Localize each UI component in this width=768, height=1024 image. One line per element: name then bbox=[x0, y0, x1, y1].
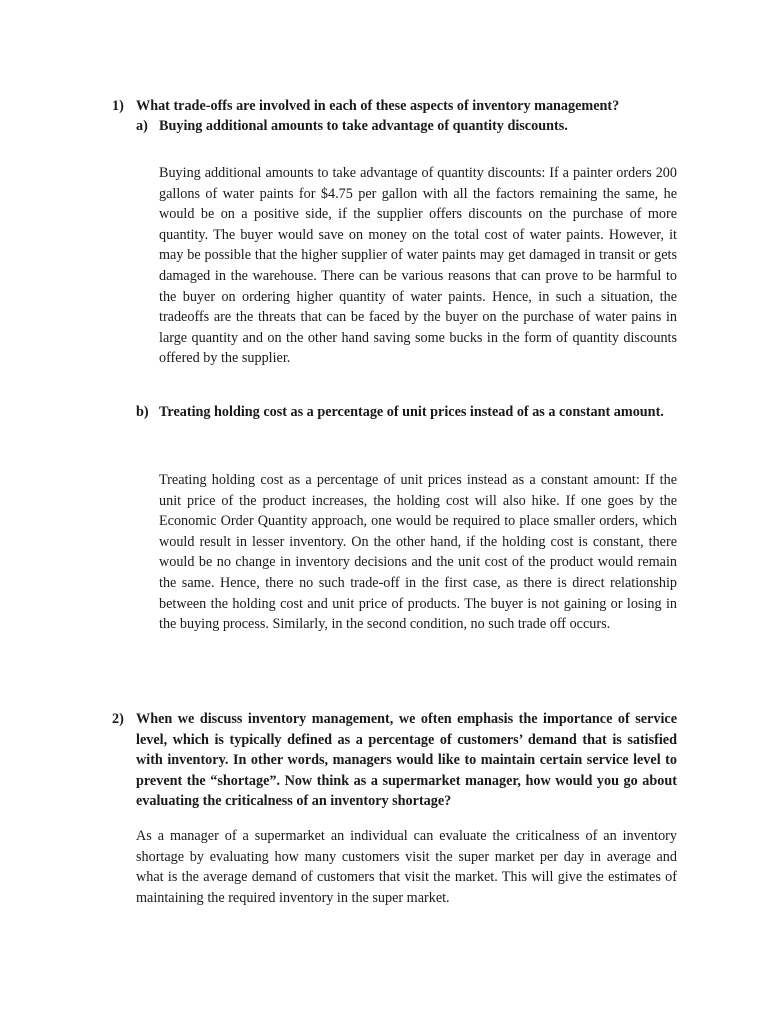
question-1-part-a bbox=[136, 116, 696, 137]
question-2-text: When we discuss inventory management, we often emphasis the importance of service level, which is typically defined as a percentage of customers’ demand that is satisfied with inventory. In other words, managers would like to maintain certain service level to prevent the “shortage”. Now think as a supermarket manager, how would you go about evaluating the criticalness of an inventory shortage? bbox=[136, 711, 677, 809]
part-a-answer: Buying additional amounts to take advantage of quantity discounts: If a painter orders 200 gallons of water paints for $4.75 per gallon with all the factors remaining the same, he would be on a positive side, if the supplier offers discounts on the purchase of more quantity. The buyer would save on money on the total cost of water paints. However, it may be possible that the higher supplier of water paints may get damaged in transit or gets damaged in the warehouse. There can be various reasons that can prove to be harmful to the buyer on ordering higher quantity of water paints. Hence, in such a situation, the tradeoffs are the threats that can be faced by the buyer on the purchase of water pains in large quantity and on the other hand saving some bucks in the form of quantity discounts offered by the supplier. bbox=[159, 165, 677, 367]
question-1-text: What trade-offs are involved in each of these aspects of inventory management? bbox=[136, 98, 620, 114]
question-2-number: 2) bbox=[112, 711, 124, 727]
question-1-number: 1) bbox=[112, 98, 124, 114]
part-a-label: a) bbox=[136, 118, 148, 134]
part-b-answer: Treating holding cost as a percentage of unit prices instead as a constant amount: If the unit price of the product increases, the holding cost will also hike. If one goes by the Economic Order Quantity approach, one would be required to place smaller orders, which would result in lesser inventory. On the other hand, if the holding cost is constant, there would be no change in inventory decisions and the unit cost of the product would remain the same. Hence, there no such trade-off in the first case, as there is direct relationship between the holding cost and unit price of products. The buyer is not gaining or losing in the buying process. Similarly, in the second condition, no such trade off occurs. bbox=[159, 472, 677, 633]
question-2-answer: As a manager of a supermarket an individual can evaluate the criticalness of an inventory shortage by evaluating how many customers visit the super market per day in average and what is the average demand of customers that visit the market. This will give the estimates of maintaining the required inventory in the super market. bbox=[136, 828, 677, 906]
part-b-label: b) bbox=[136, 404, 149, 420]
question-1-part-b bbox=[136, 402, 677, 423]
question-2 bbox=[112, 709, 677, 812]
part-a-text: Buying additional amounts to take advantage of quantity discounts. bbox=[159, 118, 568, 134]
part-b-text: Treating holding cost as a percentage of unit prices instead of as a constant amount. bbox=[159, 404, 664, 420]
question-1 bbox=[112, 96, 672, 117]
